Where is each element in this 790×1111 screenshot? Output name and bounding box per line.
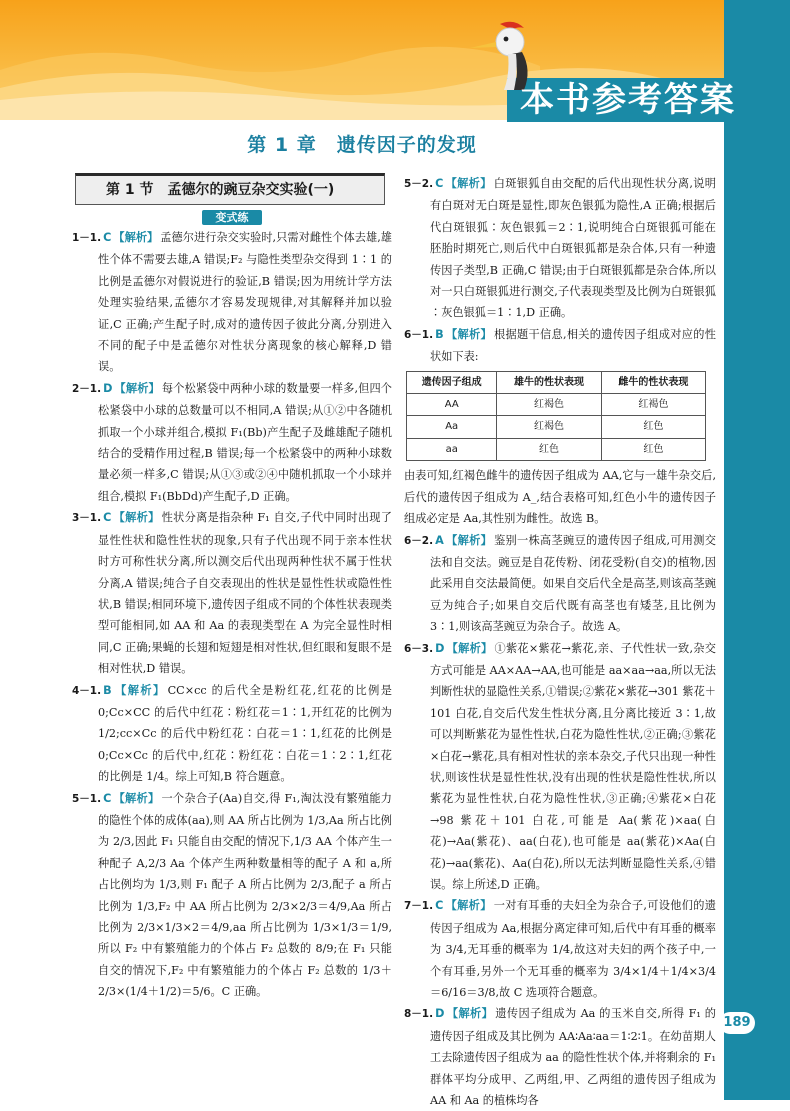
table-cell: 红褐色 — [497, 416, 601, 438]
table-cell: 红褐色 — [601, 394, 705, 416]
side-bar — [724, 0, 790, 1100]
answer-letter: C — [103, 511, 111, 524]
right-answer-list-a — [404, 173, 716, 368]
table-cell: 红色 — [601, 416, 705, 438]
analysis-tag: 【解析】 — [113, 792, 159, 805]
page-number: 189 — [719, 1012, 755, 1034]
analysis-text: 遗传因子组成为 Aa 的玉米自交,所得 F₁ 的遗传因子组成及其比例为 AA∶Aa∶aa＝1∶2∶1。在幼苗期人工去除遗传因子组成为 aa 的隐性性状个体,并将剩余的 F₁ 群体平均分成甲、乙两组,甲、乙两组的遗传因子组成为 AA 和 Aa 的植株均各 — [430, 1007, 716, 1107]
answer-item — [404, 324, 716, 368]
answer-item — [72, 378, 392, 507]
table-row — [407, 394, 706, 416]
analysis-text: 鉴别一株高茎豌豆的遗传因子组成,可用测交法和自交法。豌豆是自花传粉、闭花受粉(自交)的植物,因此采用自交法最简便。如果自交后代全是高茎,则该高茎豌豆为纯合子;如果自交后代既有高茎也有矮茎,且比例为 3∶1,则该高茎豌豆为杂合子。故选 A。 — [430, 534, 716, 634]
analysis-tag: 【解析】 — [113, 511, 159, 524]
left-column — [72, 173, 392, 1003]
left-answer-list — [72, 227, 392, 1003]
question-number: 4－1. — [72, 685, 101, 697]
answer-item — [404, 638, 716, 896]
analysis-text: 每个松紧袋中两种小球的数量要一样多,但四个松紧袋中小球的总数量可以不相同,A 错误;从①②中各随机抓取一个小球并组合,模拟 F₁(Bb)产生配子及雌雄配子随机结合的受精作用过程,B 错误;每一个松紧袋中的两种小球数量必须一样多,C 错误;从①③或②④中随机抓取一个小球并组合,模拟 F₁(BbDd)产生配子,D 正确。 — [98, 382, 392, 503]
answer-letter: C — [435, 177, 443, 190]
answer-letter: D — [435, 1007, 444, 1020]
table-row — [407, 438, 706, 460]
right-column — [404, 173, 716, 1111]
analysis-tag: 【解析】 — [445, 899, 491, 912]
analysis-tag: 【解析】 — [113, 231, 158, 244]
table-header-cell: 雄牛的性状表现 — [497, 371, 601, 393]
chapter-title: 第 1 章 遗传因子的发现 — [0, 130, 724, 157]
answer-letter: D — [435, 642, 444, 655]
analysis-tag: 【解析】 — [114, 382, 159, 395]
answer-item — [72, 227, 392, 378]
analysis-tag: 【解析】 — [446, 1007, 493, 1020]
table-cell: AA — [407, 394, 497, 416]
variant-label: 变式练 — [202, 210, 262, 225]
analysis-text: 性状分离是指杂种 F₁ 自交,子代中同时出现了显性性状和隐性性状的现象,只有子代出现不同于亲本性状时方可称性状分离,所以测交后代出现两种性状不属于性状分离,A 错误;纯合子自交表现出的性状是显性性状或隐性性状,B 错误;相同环境下,遗传因子组成不同的个体性状表现类型可能相同,如 AA 和 Aa 的表现类型在 A 为完全显性时相同,C 正确;果蝇的长翅和短翅是相对性状,但红眼和复眼不是相对性状,D 错误。 — [98, 511, 392, 675]
answer-item — [404, 530, 716, 638]
right-answer-list-b — [404, 530, 716, 1111]
answer-letter: B — [435, 328, 444, 341]
analysis-tag: 【解析】 — [446, 534, 492, 547]
table-header-cell: 雌牛的性状表现 — [601, 371, 705, 393]
question-number: 5－2. — [404, 178, 433, 190]
answer-letter: B — [103, 684, 112, 697]
analysis-text: ①紫花×紫花→紫花,亲、子代性状一致,杂交方式可能是 AA×AA→AA,也可能是 aa×aa→aa,所以无法判断性状的显隐性关系,①错误;②紫花×紫花→301 紫花＋101 白花,自交后代发生性状分离,且分离比接近 3∶1,故可以判断紫花为显性性状,白花为隐性性状,②正确;③紫花×白花→紫花,具有相对性状的亲本杂交,子代只出现一种性状,则该性状是显性性状,没有出现的性状是隐性性状,所以紫花为显性性状,白花为隐性性状,③正确;④紫花×白花→98 紫花＋101 白花,可能是 Aa(紫花)×aa(白花)→Aa(紫花)、aa(白花),也可能是 aa(紫花)×Aa(白花)→aa(紫花)、Aa(白花),所以无法判断显隐性关系,④错误。综上所述,D 正确。 — [430, 642, 716, 891]
question-number: 5－1. — [72, 793, 101, 805]
table-cell: 红褐色 — [497, 394, 601, 416]
table-header-cell: 遗传因子组成 — [407, 371, 497, 393]
analysis-text: CC×cc 的后代全是粉红花,红花的比例是 0;Cc×CC 的后代中红花∶粉红花＝1∶1,开红花的比例为 1/2;cc×Cc 的后代中粉红花∶白花＝1∶1,红花的比例是 0;Cc×Cc 的后代中,红花∶粉红花∶白花＝1∶2∶1,红花的比例是 1/4。综上可知,B 符合题意。 — [98, 684, 392, 784]
question-number: 7－1. — [404, 900, 433, 912]
table-cell: aa — [407, 438, 497, 460]
question-number: 8－1. — [404, 1008, 433, 1020]
trait-table-body — [407, 394, 706, 461]
answer-letter: D — [103, 382, 112, 395]
analysis-text: 一个杂合子(Aa)自交,得 F₁,淘汰没有繁殖能力的隐性个体的成体(aa),则 AA 所占比例为 1/3,Aa 所占比例为 2/3,因此 F₁ 只能自由交配的情况下,1/3 AA 个体产生一种配子 A,2/3 Aa 个体产生两种数量相等的配子 A 和 a,所占比例均为 1/3,则 F₁ 配子 A 所占比例为 2/3,配子 a 所占比例为 1/3,F₂ 中 AA 所占比例为 2/3×2/3＝4/9,Aa 所占比例为 2/3×1/3×2＝4/9,aa 所占比例为 1/3×1/3＝1/9,所以 F₂ 中有繁殖能力的个体占 F₂ 总数的 8/9;在 F₁ 只能自交的情况下,F₂ 中有繁殖能力的个体占 F₂ 总数的 1/3＋2/3×(1/4＋1/2)＝5/6。C 正确。 — [98, 792, 392, 999]
question-number: 3－1. — [72, 512, 101, 524]
answer-item — [72, 680, 392, 788]
analysis-tag: 【解析】 — [114, 684, 166, 697]
table-cell: Aa — [407, 416, 497, 438]
answer-letter: C — [103, 792, 111, 805]
analysis-text: 根据题干信息,相关的遗传因子组成对应的性状如下表: — [430, 328, 716, 363]
question-number: 6－2. — [404, 535, 433, 547]
analysis-tag: 【解析】 — [445, 177, 491, 190]
trait-table — [406, 371, 706, 462]
table-cell: 红色 — [497, 438, 601, 460]
answer-letter: C — [435, 899, 443, 912]
analysis-tag: 【解析】 — [446, 328, 492, 341]
analysis-tag: 【解析】 — [446, 642, 492, 655]
answer-letter: A — [435, 534, 444, 547]
question-number: 1－1. — [72, 232, 101, 244]
answer-item — [72, 507, 392, 679]
answer-item — [404, 173, 716, 324]
answer-item — [404, 895, 716, 1003]
table-cell: 红色 — [601, 438, 705, 460]
answer-item — [404, 1003, 716, 1111]
book-title: 本书参考答案 — [520, 80, 736, 120]
trait-table-header — [407, 371, 706, 393]
section-title: 第 1 节 孟德尔的豌豆杂交实验(一) — [75, 173, 385, 205]
question-number: 6－1. — [404, 329, 433, 341]
table-followup-text: 由表可知,红褐色雌牛的遗传因子组成为 AA,它与一雄牛杂交后,后代的遗传因子组成为 A_,结合表格可知,红色小牛的遗传因子组成必定是 Aa,其性别为雌性。故选 B。 — [404, 465, 716, 529]
answer-item — [72, 788, 392, 1003]
analysis-text: 一对有耳垂的夫妇全为杂合子,可设他们的遗传因子组成为 Aa,根据分离定律可知,后代中有耳垂的概率为 3/4,无耳垂的概率为 1/4,故这对夫妇的两个孩子中,一个有耳垂,另外一个无耳垂的概率为 3/4×1/4＋1/4×3/4＝6/16＝3/8,故 C 选项符合题意。 — [430, 899, 716, 999]
question-number: 2－1. — [72, 383, 101, 395]
question-number: 6－3. — [404, 643, 433, 655]
analysis-text: 孟德尔进行杂交实验时,只需对雌性个体去雄,雄性个体不需要去雄,A 错误;F₂ 与隐性类型杂交得到 1∶1 的比例是孟德尔对假说进行的验证,B 错误;因为用统计学方法处理实验结果,孟德尔才容易发现规律,对其解释并加以验证,C 正确;产生配子时,成对的遗传因子彼此分离,分别进入不同的配子中是孟德尔对性状分离现象的核心解释,D 错误。 — [98, 231, 392, 373]
table-row — [407, 416, 706, 438]
answer-letter: C — [103, 231, 111, 244]
analysis-text: 白斑银狐自由交配的后代出现性状分离,说明有白斑对无白斑是显性,即灰色银狐为隐性,A 正确;根据后代白斑银狐∶灰色银狐＝2∶1,说明纯合白斑银狐可能在胚胎时期死亡,则后代中白斑银狐都是杂合体,只有一种遗传因子类型,B 正确,C 错误;由于白斑银狐都是杂合体,所以对一只白斑银狐进行测交,子代表现类型及比例为白斑银狐∶灰色银狐＝1∶1,D 正确。 — [430, 177, 716, 319]
